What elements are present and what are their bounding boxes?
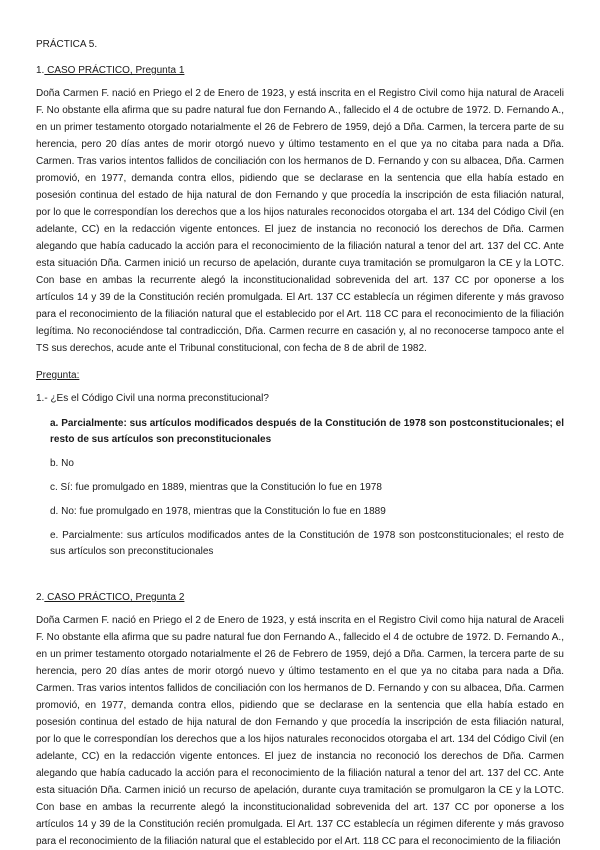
question-text: 1.- ¿Es el Código Civil una norma preconstitucional? (36, 393, 269, 404)
answer-option-a[interactable]: a. Parcialmente: sus artículos modificados después de la Constitución de 1978 son postconstitucionales; el resto de sus artículos son preconstitucionales (50, 418, 564, 445)
case-title: CASO PRÁCTICO, Pregunta 2 (44, 592, 185, 603)
case-statement: Doña Carmen F. nació en Priego el 2 de Enero de 1923, y está inscrita en el Registro Civil como hija natural de Araceli F. No obstante ella afirma que su padre natural fue don Fernando A., fallecido el 4 de octubre de 1972. D. Fernando A., en un primer testamento otorgado notarialmente el 26 de Febrero de 1959, dejó a Dña. Carmen, la tercera parte de su herencia, pero 20 días antes de morir otorgó nuevo y último testamento en el que ya no citaba para nada a Dña. Carmen. Tras varios intentos fallidos de conciliación con los hermanos de D. Fernando y con su albacea, Dña. Carmen promovió, en 1977, demanda contra ellos, pidiendo que se declarase en la sentencia que ella había estado en posesión continua del estado de hija natural de don Fernando y que procedía la inscripción de esta filiación natural, por lo que le correspondían los derechos que a los hijos naturales reconocidos otorgaba el art. 134 del Código Civil (en adelante, CC) en la redacción vigente entonces. El juez de instancia no reconoció los derechos de Dña. Carmen alegando que había caducado la acción para el reconocimiento de la filiación natural a tenor del art. 137 del CC. Ante esta situación Dña. Carmen inició un recurso de apelación, durante cuya tramitación se promulgaron la CE y la LOTC. Con base en ambas la recurrente alegó la inconstitucionalidad sobrevenida del art. 137 CC por oponerse a los artículos 14 y 39 de la Constitución recién promulgada. El Art. 137 CC establecía un régimen diferente y más gravoso para el reconocimiento de la filiación natural que el establecido por el Art. 118 CC para el reconocimiento de la filiación (36, 615, 564, 847)
case-statement: Doña Carmen F. nació en Priego el 2 de Enero de 1923, y está inscrita en el Registro Civil como hija natural de Araceli F. No obstante ella afirma que su padre natural fue don Fernando A., fallecido el 4 de octubre de 1972. D. Fernando A., en un primer testamento otorgado notarialmente el 26 de Febrero de 1959, dejó a Dña. Carmen, la tercera parte de su herencia, pero 20 días antes de morir otorgó nuevo y último testamento en el que ya no citaba para nada a Dña. Carmen. Tras varios intentos fallidos de conciliación con los hermanos de D. Fernando y con su albacea, Dña. Carmen promovió, en 1977, demanda contra ellos, pidiendo que se declarase en la sentencia que ella había estado en posesión continua del estado de hija natural de don Fernando y que procedía la inscripción de esta filiación natural, por lo que le correspondían los derechos que a los hijos naturales reconocidos otorgaba el art. 134 del Código Civil (en adelante, CC) en la redacción vigente entonces. El juez de instancia no reconoció los derechos de Dña. Carmen alegando que había caducado la acción para el reconocimiento de la filiación natural a tenor del art. 137 del CC. Ante esta situación Dña. Carmen inició un recurso de apelación, durante cuya tramitación se promulgaron la CE y la LOTC. Con base en ambas la recurrente alegó la inconstitucionalidad sobrevenida del art. 137 CC por oponerse a los artículos 14 y 39 de la Constitución recién promulgada. El Art. 137 CC establecía un régimen diferente y más gravoso para el reconocimiento de la filiación natural que el establecido por el Art. 118 CC para el reconocimiento de la filiación legítima. No reconociéndose tal contradicción, Dña. Carmen recurre en casación y, al no reconocerse tampoco ante el TS sus derechos, acude ante el Tribunal constitucional, con fecha de 8 de abril de 1982. (36, 88, 564, 354)
section-spacer (36, 568, 564, 590)
case-section-1 (36, 63, 564, 560)
case-section-2 (36, 590, 564, 850)
answer-option-b[interactable]: b. No (50, 458, 74, 469)
answer-option-c[interactable]: c. Sí: fue promulgado en 1889, mientras que la Constitución lo fue en 1978 (50, 482, 382, 493)
answer-option-d[interactable]: d. No: fue promulgado en 1978, mientras que la Constitución lo fue en 1889 (50, 506, 386, 517)
page-title: PRÁCTICA 5. (36, 39, 98, 50)
answer-option-e[interactable]: e. Parcialmente: sus artículos modificados antes de la Constitución de 1978 son postconstitucionales; el resto de sus artículos son preconstitucionales (50, 530, 564, 557)
question-label: Pregunta: (36, 370, 80, 381)
case-heading (36, 63, 564, 78)
case-number: 1. (36, 65, 45, 76)
case-title: CASO PRÁCTICO, Pregunta 1 (44, 65, 185, 76)
case-number: 2. (36, 592, 45, 603)
case-heading (36, 590, 564, 605)
